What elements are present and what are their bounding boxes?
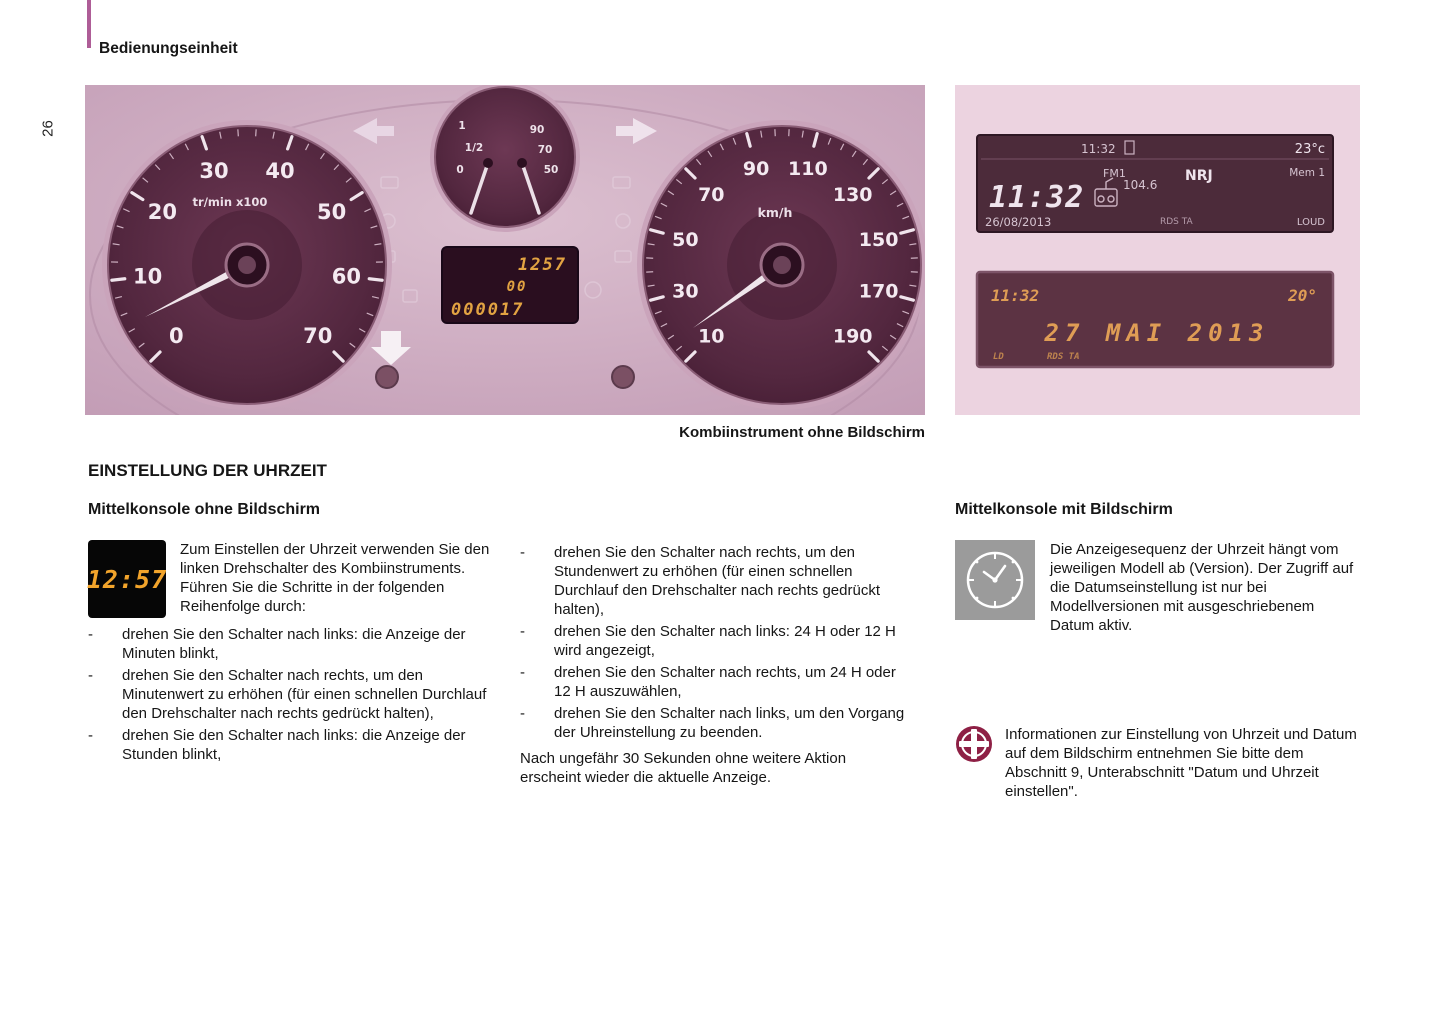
intro-block: [88, 540, 491, 618]
instrument-cluster-image: [85, 85, 925, 415]
top-temp: 23°c: [1294, 142, 1325, 157]
bullet-text: drehen Sie den Schalter nach links: 24 H oder 12 H wird angezeigt,: [554, 623, 896, 659]
temp-label: 50: [543, 164, 559, 176]
clock-icon: [955, 540, 1035, 620]
lcd-odometer: 000017: [451, 300, 525, 320]
fuel-label: 0: [456, 164, 464, 176]
plus-circle-icon: [955, 725, 993, 763]
clock-lcd-inset-image: [88, 540, 166, 618]
svg-text:30: 30: [199, 158, 229, 183]
svg-text:50: 50: [672, 228, 699, 251]
svg-text:90: 90: [742, 158, 770, 181]
svg-text:130: 130: [832, 183, 873, 206]
frequency: 104.6: [1123, 178, 1158, 192]
svg-text:60: 60: [331, 264, 361, 289]
cluster-lcd: [442, 247, 578, 323]
right-paragraph-2: Informationen zur Einstellung von Uhrzeit und Datum auf dem Bildschirm entnehmen Sie bitte dem Abschnitt 9, Unterabschnitt "Datum und Uhrzeit einstellen".: [1005, 726, 1357, 800]
top-date: 26/08/2013: [985, 215, 1052, 229]
accent-bar: [87, 0, 91, 48]
radio-display-top: [977, 135, 1333, 232]
center-console-displays-svg: [955, 85, 1360, 415]
bullet-dash: -: [88, 667, 93, 684]
bottom-status-rds: RDS TA: [1047, 352, 1080, 362]
page-number: 26: [39, 120, 57, 137]
info-note-block: [955, 725, 1362, 801]
top-time-large: 11:32: [989, 180, 1085, 215]
bottom-date: 27 MAI 2013: [1044, 319, 1270, 347]
svg-text:50: 50: [317, 200, 347, 225]
svg-text:190: 190: [832, 325, 873, 348]
svg-text:10: 10: [698, 325, 725, 348]
svg-text:10: 10: [133, 264, 163, 289]
list-item: [520, 543, 908, 619]
lcd-trip: 00: [506, 279, 528, 295]
bullet-text: drehen Sie den Schalter nach rechts, um den Minutenwert zu erhöhen (für einen schnellen Durchlauf den Drehschalter nach rechts gedrückt halten),: [122, 667, 487, 722]
column-left: [88, 540, 491, 767]
bullet-text: drehen Sie den Schalter nach rechts, um den Stundenwert zu erhöhen (für einen schnellen Durchlauf den Drehschalter nach rechts gedrückt halten),: [554, 544, 881, 618]
subheading-right: Mittelkonsole mit Bildschirm: [955, 501, 1173, 518]
intro-text: Zum Einstellen der Uhrzeit verwenden Sie den linken Drehschalter des Kombiinstruments. Führen Sie die Schritte in der folgenden Reihenfolge durch:: [180, 541, 490, 615]
bullet-text: drehen Sie den Schalter nach links: die Anzeige der Stunden blinkt,: [122, 727, 466, 763]
svg-text:110: 110: [788, 158, 828, 181]
fuel-label: 1/2: [464, 142, 484, 154]
speedo-unit-label: km/h: [757, 205, 793, 220]
memory-label: Mem 1: [1289, 167, 1325, 179]
bottom-temp: 20°: [1288, 286, 1317, 305]
list-item: [520, 663, 908, 701]
svg-text:70: 70: [303, 324, 333, 349]
svg-text:70: 70: [698, 183, 725, 206]
list-item: [520, 622, 908, 660]
svg-text:40: 40: [265, 158, 295, 183]
list-item: [88, 625, 491, 663]
bullet-text: drehen Sie den Schalter nach rechts, um 24 H oder 12 H auszuwählen,: [554, 664, 896, 700]
fuel-label: 1: [458, 120, 466, 132]
top-time-small: 11:32: [1081, 142, 1116, 156]
instrument-cluster-svg: [85, 85, 925, 415]
bullet-dash: -: [520, 664, 525, 681]
bullet-dash: -: [88, 626, 93, 643]
svg-text:0: 0: [168, 324, 184, 349]
list-item: [520, 704, 908, 742]
subheading-left: Mittelkonsole ohne Bildschirm: [88, 501, 321, 518]
trip-reset-knob: [376, 366, 398, 388]
bullet-dash: -: [520, 544, 525, 561]
column-right: [955, 540, 1362, 801]
page-title: EINSTELLUNG DER UHRZEIT: [88, 461, 327, 480]
image-caption: Kombiinstrument ohne Bildschirm: [679, 424, 925, 441]
inset-time: 12:57: [86, 564, 168, 594]
bullet-dash: -: [88, 727, 93, 744]
rds-ta-label: RDS TA: [1160, 217, 1193, 227]
tacho-unit-label: tr/min x100: [192, 195, 268, 209]
right-paragraph-1: Die Anzeigesequenz der Uhrzeit hängt vom jeweiligen Modell ab (Version). Der Zugriff auf die Datumseinstellung ist nur bei Modellversionen mit ausgeschriebenem Datum aktiv.: [1050, 541, 1354, 634]
temp-label: 90: [529, 124, 545, 136]
list-item: [88, 666, 491, 723]
band-label: FM1: [1103, 167, 1126, 180]
svg-text:30: 30: [672, 280, 699, 303]
svg-text:170: 170: [858, 280, 899, 303]
temp-label: 70: [537, 144, 553, 156]
center-console-displays-image: [955, 85, 1360, 415]
bottom-status-ld: LD: [993, 352, 1004, 362]
loud-label: LOUD: [1296, 217, 1325, 228]
column-middle: [520, 540, 908, 787]
bullet-dash: -: [520, 705, 525, 722]
trip-reset-knob: [612, 366, 634, 388]
clock-info-block: [955, 540, 1362, 635]
radio-display-bottom: [977, 272, 1333, 367]
bullet-text: drehen Sie den Schalter nach links, um den Vorgang der Uhreinstellung zu beenden.: [554, 705, 905, 741]
bullet-dash: -: [520, 623, 525, 640]
list-item: [88, 726, 491, 764]
bottom-time: 11:32: [991, 286, 1040, 305]
bullet-text: drehen Sie den Schalter nach links: die Anzeige der Minuten blinkt,: [122, 626, 466, 662]
station-name: NRJ: [1185, 168, 1213, 184]
svg-text:150: 150: [858, 228, 899, 251]
section-header: Bedienungseinheit: [99, 40, 238, 57]
fuel-temp-mini-gauge: [430, 85, 580, 232]
outro-text: Nach ungefähr 30 Sekunden ohne weitere Aktion erscheint wieder die aktuelle Anzeige.: [520, 750, 847, 786]
svg-text:20: 20: [147, 200, 177, 225]
lcd-time: 1257: [518, 255, 567, 275]
